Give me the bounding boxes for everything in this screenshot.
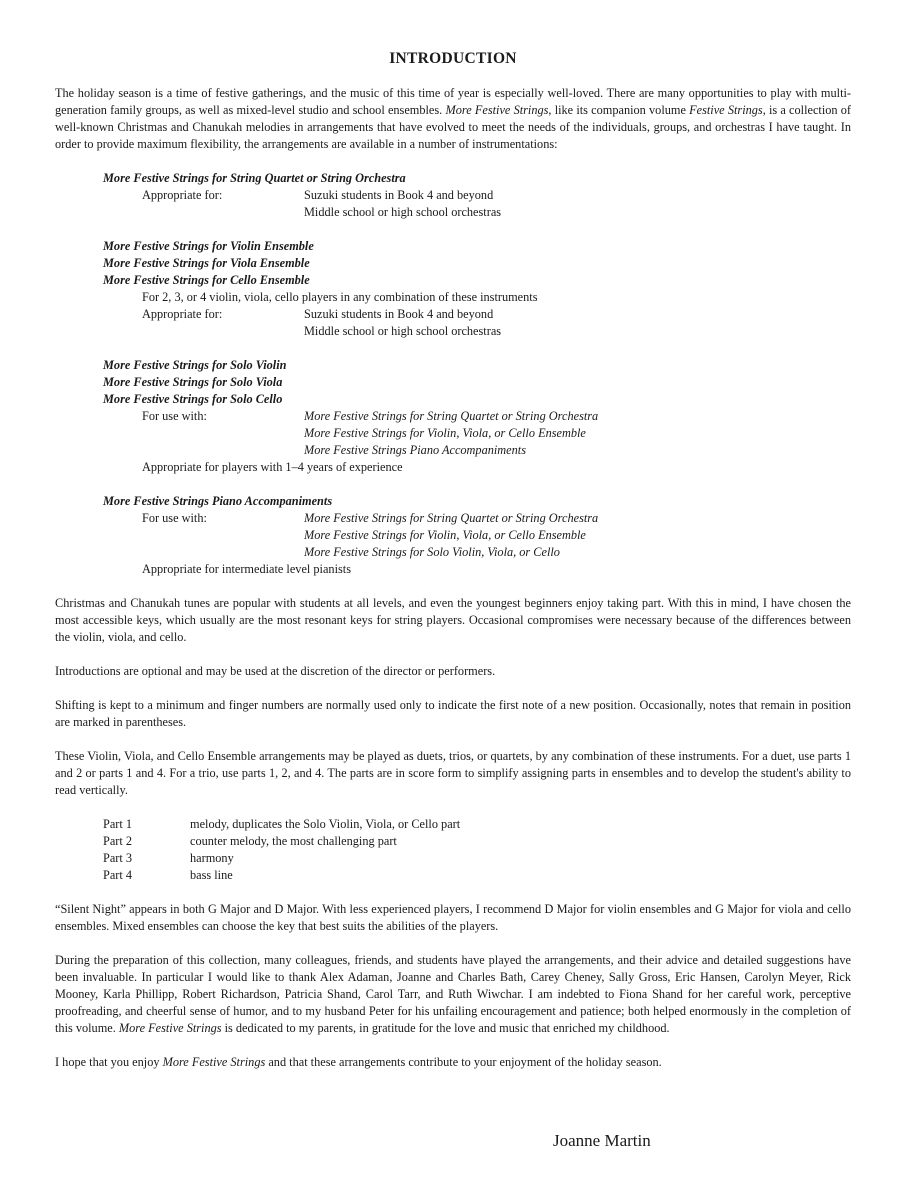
appropriate-item: Middle school or high school orchestras — [304, 205, 502, 219]
edition-title: More Festive Strings for String Quartet or String Orchestra — [103, 171, 406, 185]
keys-paragraph: Christmas and Chanukah tunes are popular with students at all levels, and even the youngest beginners enjoy taking part. With this in mind, I have chosen the most accessible keys, which usually are the most resonant keys for string players. Occasional compromises were necessary because of the differences between the violin, viola, and cello. — [55, 596, 851, 644]
appropriate-line: Appropriate for intermediate level pianists — [142, 562, 351, 576]
page-body — [55, 50, 851, 1088]
intro-title-ref: Festive Strings — [689, 103, 763, 117]
signature: Joanne Martin — [553, 1131, 651, 1150]
edition-block-piano — [103, 493, 851, 578]
intro-paragraph — [55, 85, 851, 153]
part-label: Part 4 — [103, 868, 133, 882]
use-with-item: More Festive Strings for Violin, Viola, or Cello Ensemble — [304, 426, 586, 440]
edition-title: More Festive Strings for Solo Cello — [103, 392, 283, 406]
part-label: Part 1 — [103, 817, 133, 831]
parts-list — [103, 816, 851, 884]
edition-title: More Festive Strings Piano Accompaniments — [103, 494, 333, 508]
edition-title: More Festive Strings for Violin Ensemble — [103, 239, 314, 253]
edition-title: More Festive Strings for Solo Viola — [103, 375, 283, 389]
list-item — [103, 867, 851, 884]
part-desc: counter melody, the most challenging part — [190, 834, 397, 848]
edition-block-solo — [103, 357, 851, 476]
edition-title: More Festive Strings for Viola Ensemble — [103, 256, 310, 270]
use-with-item: More Festive Strings for Violin, Viola, or Cello Ensemble — [304, 528, 586, 542]
silent-night-paragraph: “Silent Night” appears in both G Major and D Major. With less experienced players, I recommend D Major for violin ensembles and G Major for viola and cello ensembles. Mixed ensembles can choose the key that best suits the abilities of the players. — [55, 902, 851, 933]
intro-text: The holiday season is a time of festive gatherings, and the music of this time of year is especially well-loved. There are many opportunities to play with multi-generation family groups, as well as mixed-level studio and school ensembles. — [55, 86, 851, 117]
list-item — [103, 816, 851, 833]
page-title: INTRODUCTION — [389, 50, 517, 67]
ensemble-note: For 2, 3, or 4 violin, viola, cello players in any combination of these instruments — [142, 290, 538, 304]
shifting-paragraph: Shifting is kept to a minimum and finger numbers are normally used only to indicate the first note of a new position. Occasionally, notes that remain in position are marked in parentheses. — [55, 698, 851, 729]
intro-text: , is a collection of well-known Christmas and Chanukah melodies in arrangements that have evolved to meet the needs of the individuals, groups, and orchestras I have taught. In order to provide maximum flexibility, the arrangements are available in a number of instrumentations: — [55, 103, 851, 151]
intro-text: , like its companion volume — [548, 103, 690, 117]
closing-text: and that these arrangements contribute to your enjoyment of the holiday season. — [265, 1055, 662, 1069]
list-item — [103, 833, 851, 850]
use-with-label: For use with: — [142, 511, 207, 525]
list-item — [103, 850, 851, 867]
thanks-text: During the preparation of this collection, many colleagues, friends, and students have played the arrangements, and their advice and detailed suggestions have been invaluable. In particular I would like to thank Alex Adaman, Joanne and Charles Bath, Carey Cheney, Sally Gross, Eric Hansen, Carolyn Meyer, Rick Mooney, Karla Phillipp, Robert Richardson, Patricia Shand, Carol Tarr, and Ruth Wiwchar. I am indebted to Fiona Shand for her careful work, perceptive proofreading, and cheerful sense of humor, and to my husband Peter for his unfailing encouragement and patience; both helped enormously in the completion of this volume. — [55, 953, 851, 1035]
edition-title: More Festive Strings for Cello Ensemble — [103, 273, 310, 287]
closing-paragraph — [55, 1054, 851, 1071]
part-desc: bass line — [190, 868, 233, 882]
intro-title-ref: More Festive Strings — [445, 103, 549, 117]
closing-text: I hope that you enjoy — [55, 1055, 163, 1069]
edition-block-quartet — [103, 170, 851, 221]
use-with-item: More Festive Strings for Solo Violin, Viola, or Cello — [304, 545, 560, 559]
use-with-item: More Festive Strings Piano Accompaniments — [304, 443, 526, 457]
edition-title: More Festive Strings for Solo Violin — [103, 358, 287, 372]
appropriate-label: Appropriate for: — [142, 307, 223, 321]
appropriate-item: Suzuki students in Book 4 and beyond — [304, 188, 494, 202]
appropriate-item: Middle school or high school orchestras — [304, 324, 502, 338]
part-desc: melody, duplicates the Solo Violin, Viola, or Cello part — [190, 817, 461, 831]
use-with-item: More Festive Strings for String Quartet or String Orchestra — [304, 511, 599, 525]
closing-title-ref: More Festive Strings — [162, 1055, 266, 1069]
use-with-label: For use with: — [142, 409, 207, 423]
appropriate-label: Appropriate for: — [142, 188, 223, 202]
ensembles-paragraph: These Violin, Viola, and Cello Ensemble arrangements may be played as duets, trios, or quartets, by any combination of these instruments. For a duet, use parts 1 and 2 or parts 1 and 4. For a trio, use parts 1, 2, and 4. The parts are in score form to simplify assigning parts in ensembles and to develop the student's ability to read vertically. — [55, 749, 851, 797]
appropriate-line: Appropriate for players with 1–4 years of experience — [142, 460, 403, 474]
appropriate-item: Suzuki students in Book 4 and beyond — [304, 307, 494, 321]
part-desc: harmony — [190, 851, 234, 865]
thanks-text: is dedicated to my parents, in gratitude for the love and music that enriched my childhood. — [221, 1021, 670, 1035]
thanks-title-ref: More Festive Strings — [118, 1021, 222, 1035]
use-with-item: More Festive Strings for String Quartet or String Orchestra — [304, 409, 599, 423]
edition-block-ensemble — [103, 238, 851, 340]
introductions-paragraph: Introductions are optional and may be used at the discretion of the director or performers. — [55, 664, 496, 678]
thanks-paragraph — [55, 952, 851, 1037]
part-label: Part 3 — [103, 851, 133, 865]
part-label: Part 2 — [103, 834, 133, 848]
